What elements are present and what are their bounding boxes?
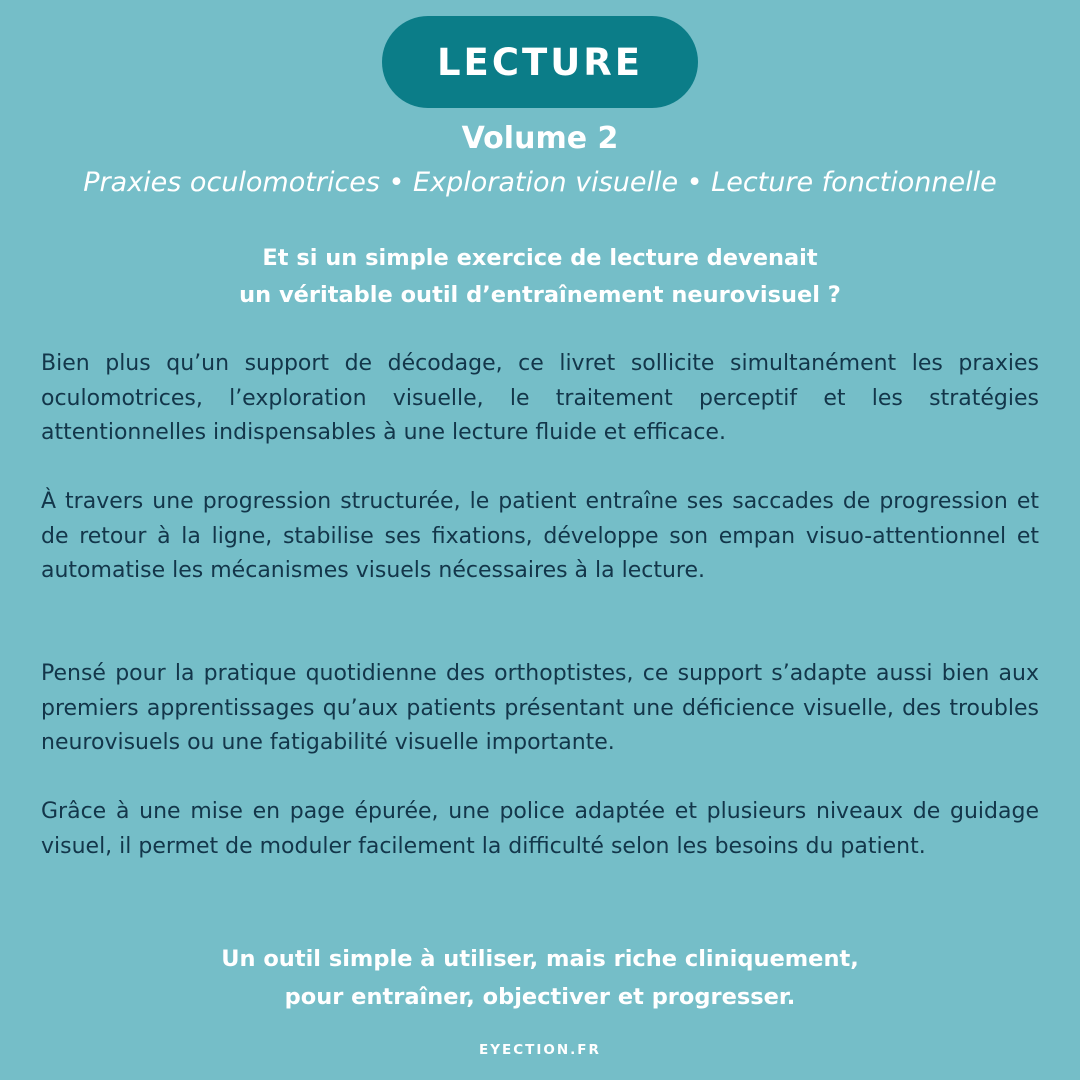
body-paragraph-3: Pensé pour la pratique quotidienne des orthoptistes, ce support s’adapte aussi bien aux premiers apprentissages qu’aux patients présentant une déficience visuelle, des troubles neurovisuels ou une fatigabilité visuelle importante. bbox=[41, 661, 1039, 755]
body-paragraph-2: À travers une progression structurée, le patient entraîne ses saccades de progression et de retour à la ligne, stabilise ses fixations, développe son empan visuo-attentionnel et automatise les mécanismes visuels nécessaires à la lecture. bbox=[41, 489, 1039, 583]
closing-line-2: pour entraîner, objectiver et progresser. bbox=[284, 984, 796, 1010]
closing-statement bbox=[90, 940, 990, 1016]
hook-line-1: Et si un simple exercice de lecture devenait bbox=[262, 245, 818, 271]
hook-line-2: un véritable outil d’entraînement neurovisuel ? bbox=[239, 282, 841, 308]
category-badge bbox=[382, 16, 698, 108]
category-badge-label: LECTURE bbox=[436, 40, 644, 84]
subtitle: Praxies oculomotrices • Exploration visuelle • Lecture fonctionnelle bbox=[83, 167, 997, 198]
body-paragraph-4: Grâce à une mise en page épurée, une police adaptée et plusieurs niveaux de guidage visuel, il permet de moduler facilement la difficulté selon les besoins du patient. bbox=[41, 799, 1039, 859]
volume-title: Volume 2 bbox=[461, 121, 619, 156]
body-paragraph-1: Bien plus qu’un support de décodage, ce livret sollicite simultanément les praxies oculomotrices, l’exploration visuelle, le traitement perceptif et les stratégies attentionnelles indispensables à une lecture fluide et efficace. bbox=[41, 351, 1039, 445]
website-footer: EYECTION.FR bbox=[479, 1042, 601, 1058]
closing-line-1: Un outil simple à utiliser, mais riche cliniquement, bbox=[221, 946, 859, 972]
hook-question bbox=[100, 240, 980, 314]
